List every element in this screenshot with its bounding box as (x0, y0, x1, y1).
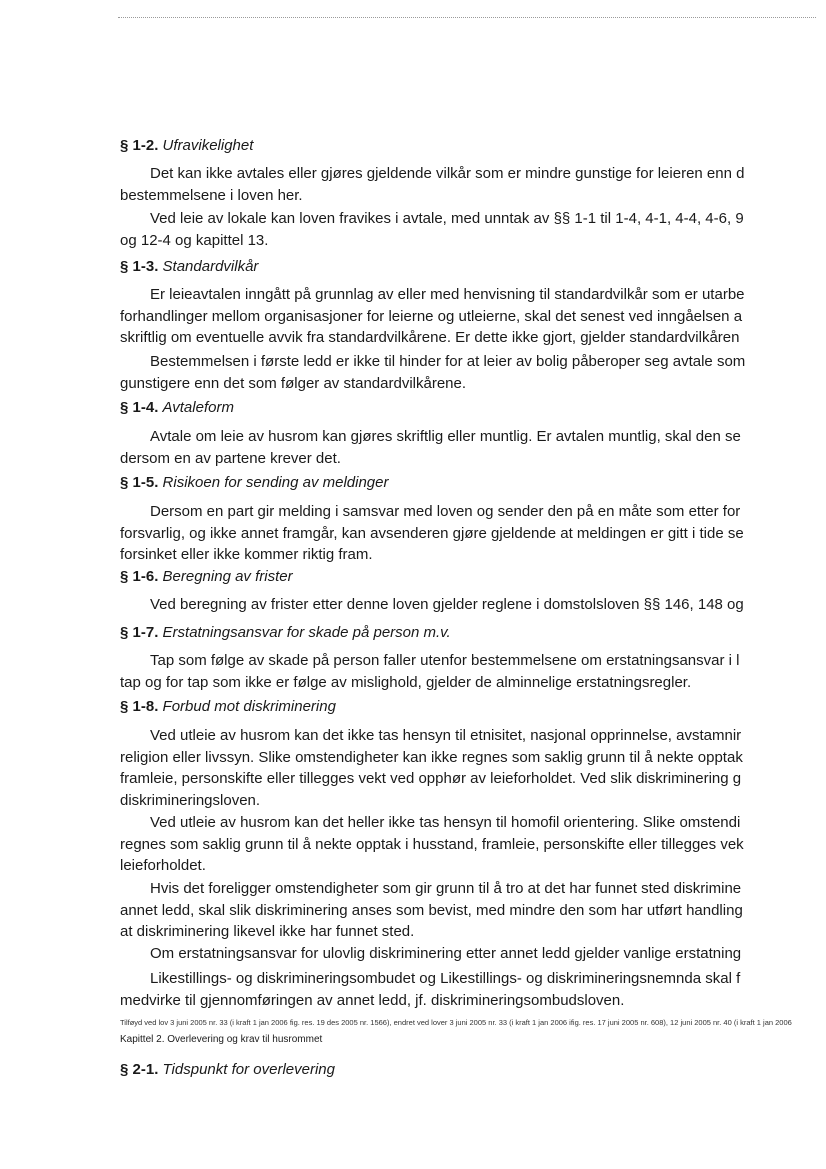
paragraph-line: Ved utleie av husrom kan det heller ikke tas hensyn til homofil orientering. Slike omstendi (150, 814, 741, 831)
paragraph (120, 878, 743, 943)
section-heading (120, 623, 451, 643)
paragraph (120, 163, 744, 206)
section-title: Risikoen for sending av meldinger (162, 474, 389, 491)
section-heading (120, 473, 388, 493)
paragraph-line: Dersom en part gir melding i samsvar med loven og sender den på en måte som etter for (150, 503, 741, 520)
section-title: Tidspunkt for overlevering (162, 1061, 335, 1078)
paragraph (120, 426, 741, 469)
section-title: Beregning av frister (162, 568, 293, 585)
section-title: Ufravikelighet (162, 137, 254, 154)
paragraph-line: at diskriminering likevel ikke har funnet sted. (120, 923, 415, 940)
paragraph-line: gunstigere enn det som følger av standardvilkårene. (120, 374, 467, 392)
section-heading (120, 257, 258, 277)
paragraph-line: tap og for tap som ikke er følge av mislighold, gjelder de alminnelige erstatningsregler. (120, 673, 692, 691)
paragraph-line: Det kan ikke avtales eller gjøres gjeldende vilkår som er mindre gunstige for leieren enn d (150, 165, 745, 182)
paragraph-line: annet ledd, skal slik diskriminering anses som bevist, med mindre den som har utført handling (120, 901, 743, 919)
paragraph-line: diskrimineringsloven. (120, 791, 261, 809)
paragraph-line: Hvis det foreligger omstendigheter som gir grunn til å tro at det har funnet sted diskrimine (150, 880, 742, 897)
paragraph-line: Likestillings- og diskrimineringsombudet og Likestillings- og diskrimineringsnemnda skal f (150, 970, 741, 987)
section-title: Forbud mot diskriminering (162, 698, 336, 715)
paragraph (120, 351, 745, 394)
top-dotted-rule (118, 17, 816, 18)
paragraph-line: leieforholdet. (120, 857, 206, 874)
section-heading (120, 697, 336, 717)
paragraph-line: dersom en av partene krever det. (120, 449, 341, 467)
section-number: § 1-2. (120, 137, 159, 154)
section-heading (120, 1060, 335, 1080)
paragraph (120, 725, 743, 811)
paragraph-line: forhandlinger mellom organisasjoner for leierne og utleierne, skal det senest ved inngåelsen a (120, 307, 743, 325)
section-number: § 1-6. (120, 568, 159, 585)
section-number: § 1-3. (120, 258, 159, 275)
paragraph-line: skriftlig om eventuelle avvik fra standardvilkårene. Er dette ikke gjort, gjelder standardvilkåren (120, 329, 740, 346)
paragraph-line: religion eller livssyn. Slike omstendigheter kan ikke regnes som saklig grunn til å nekte opptak (120, 748, 743, 766)
paragraph-line: forsvarlig, og ikke annet framgår, kan avsenderen gjøre gjeldende at meldingen er gitt i tide se (120, 524, 744, 542)
section-number: § 1-7. (120, 624, 159, 641)
section-number: § 2-1. (120, 1061, 159, 1078)
paragraph (120, 968, 740, 1011)
section-title: Avtaleform (162, 399, 234, 416)
paragraph-line: Om erstatningsansvar for ulovlig diskriminering etter annet ledd gjelder vanlige erstatning (150, 945, 742, 962)
section-heading (120, 398, 234, 418)
section-title: Standardvilkår (162, 258, 259, 275)
chapter-heading: Kapittel 2. Overlevering og krav til husrommet (120, 1034, 323, 1045)
paragraph-line: Tap som følge av skade på person faller utenfor bestemmelsene om erstatningsansvar i l (150, 652, 740, 669)
paragraph (120, 594, 744, 616)
section-heading (120, 567, 293, 587)
section-title: Erstatningsansvar for skade på person m.v. (162, 624, 451, 641)
paragraph-line: Ved leie av lokale kan loven fravikes i avtale, med unntak av §§ 1-1 til 1-4, 4-1, 4-4, 4-6, 9 (150, 210, 744, 227)
paragraph (120, 284, 745, 349)
section-number: § 1-5. (120, 474, 159, 491)
paragraph (120, 812, 744, 877)
paragraph (120, 650, 739, 693)
section-number: § 1-8. (120, 698, 159, 715)
section-heading (120, 136, 253, 156)
paragraph (120, 208, 744, 251)
paragraph-line: Er leieavtalen inngått på grunnlag av eller med henvisning til standardvilkår som er utarbe (150, 286, 745, 303)
paragraph-line: medvirke til gjennomføringen av annet ledd, jf. diskrimineringsombudsloven. (120, 991, 625, 1009)
section-number: § 1-4. (120, 399, 159, 416)
paragraph (120, 501, 744, 566)
paragraph-line: bestemmelsene i loven her. (120, 186, 303, 204)
paragraph-line: framleie, personskifte eller tillegges vekt ved opphør av leieforholdet. Ved slik diskriminering g (120, 770, 742, 787)
paragraph-line: forsinket eller ikke kommer riktig fram. (120, 546, 373, 563)
paragraph-line: Ved beregning av frister etter denne loven gjelder reglene i domstolsloven §§ 146, 148 og (150, 596, 744, 613)
paragraph (120, 943, 741, 965)
paragraph-line: Bestemmelsen i første ledd er ikke til hinder for at leier av bolig påberoper seg avtale som (150, 353, 746, 370)
amendment-note: Tilføyd ved lov 3 juni 2005 nr. 33 (i kraft 1 jan 2006 fig. res. 19 des 2005 nr. 1566), endret ved lover 3 juni 2005 nr. 33 (i kraft 1 jan 2006 ifig. res. 17 juni 2005 nr. 608), 12 juni 2005 nr. 40 (i kraft 1 jan 2006 (120, 1018, 792, 1027)
paragraph-line: Ved utleie av husrom kan det ikke tas hensyn til etnisitet, nasjonal opprinnelse, avstamnir (150, 727, 742, 744)
paragraph-line: og 12-4 og kapittel 13. (120, 231, 269, 249)
paragraph-line: regnes som saklig grunn til å nekte opptak i husstand, framleie, personskifte eller tillegges vek (120, 835, 744, 853)
paragraph-line: Avtale om leie av husrom kan gjøres skriftlig eller muntlig. Er avtalen muntlig, skal den se (150, 428, 741, 445)
